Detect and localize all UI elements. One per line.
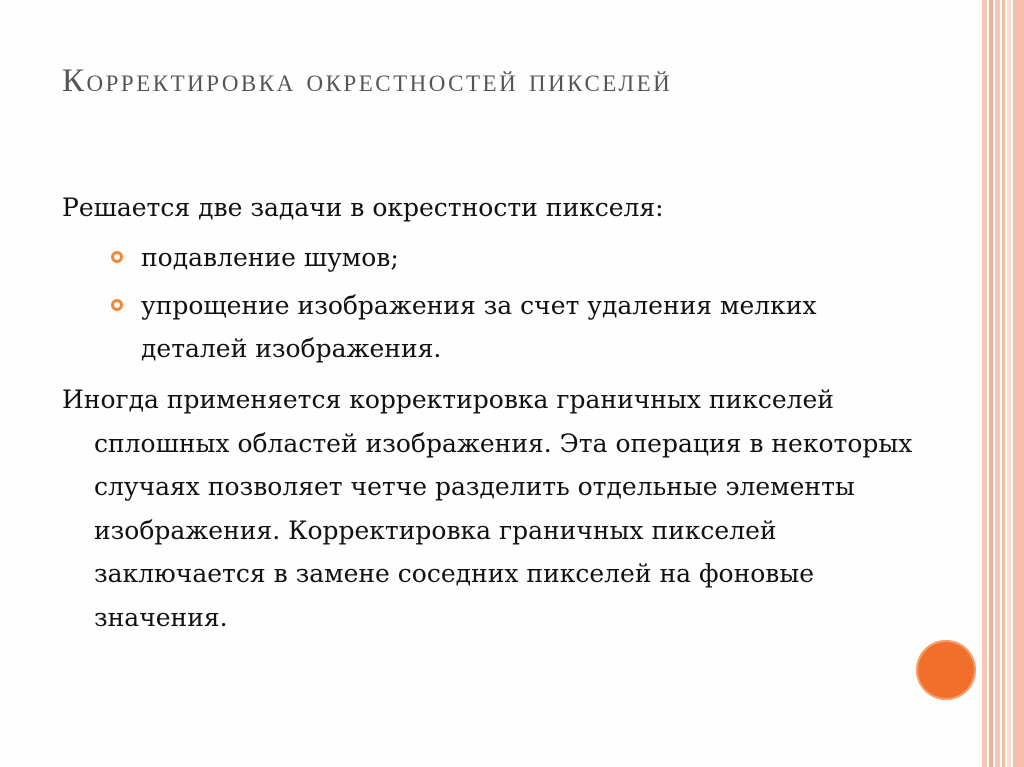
decorative-stripe <box>1007 0 1011 767</box>
orange-circle-icon <box>916 640 976 700</box>
bullet-list <box>108 236 898 375</box>
bullet-item <box>108 284 898 370</box>
decorative-stripe <box>989 0 993 767</box>
slide-title: Корректировка окрестностей пикселей <box>62 63 673 99</box>
bullet-text: подавление шумов; <box>141 243 399 272</box>
decorative-stripe <box>995 0 1000 767</box>
decorative-stripe <box>1013 0 1024 767</box>
decorative-stripe <box>1002 0 1005 767</box>
orange-ring-bullet-icon <box>111 251 123 263</box>
bullet-item <box>108 236 898 279</box>
body-paragraph: Иногда применяется корректировка граничных пикселей сплошных областей изображения. Эта операция в некоторых случаях позволяет четче разделить отдельные элементы изображения. Корректировка граничных пикселей заключается в замене соседних пикселей на фоновые значения. <box>62 385 913 632</box>
orange-ring-bullet-icon <box>111 299 123 311</box>
intro-text: Решается две задачи в окрестности пикселя: <box>62 193 664 222</box>
decorative-stripe <box>982 0 987 767</box>
bullet-text: упрощение изображения за счет удаления мелких деталей изображения. <box>141 291 817 363</box>
